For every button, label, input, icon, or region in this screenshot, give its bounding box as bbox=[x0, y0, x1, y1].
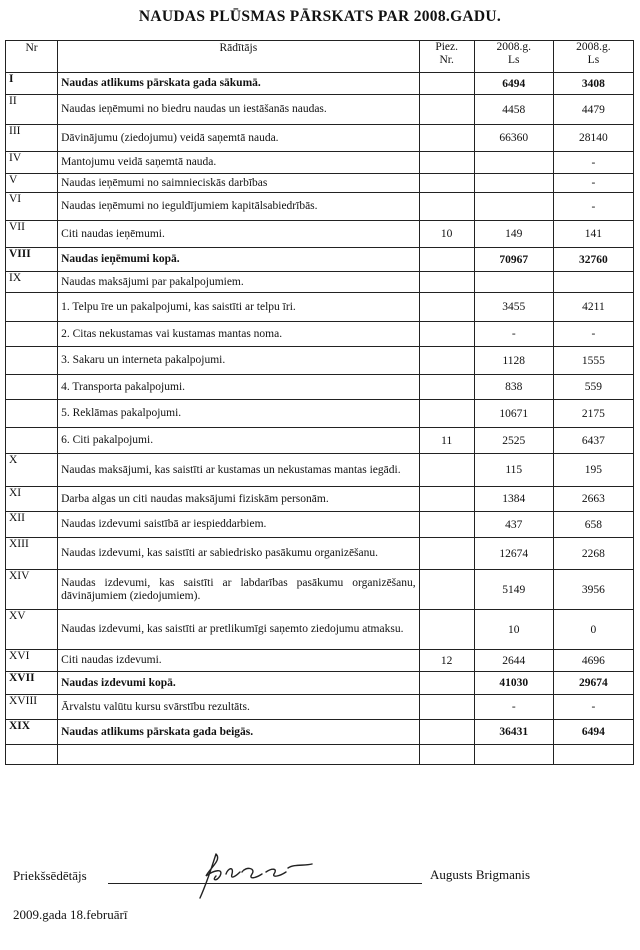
header-col2 bbox=[553, 41, 633, 73]
table-row bbox=[6, 695, 634, 720]
table-row bbox=[6, 248, 634, 272]
row-nr bbox=[6, 347, 58, 375]
row-label: Naudas atlikums pārskata gada sākumā. bbox=[58, 73, 420, 95]
row-value-col2: 559 bbox=[553, 375, 633, 400]
row-value-col2: - bbox=[553, 193, 633, 221]
row-value-col2: - bbox=[553, 174, 633, 193]
row-note bbox=[419, 720, 474, 745]
row-label: Naudas izdevumi, kas saistīti ar sabiedrisko pasākumu organizēšanu. bbox=[58, 538, 420, 570]
header-note bbox=[419, 41, 474, 73]
row-value-col2: 3408 bbox=[553, 73, 633, 95]
row-value-col2: 3956 bbox=[553, 570, 633, 610]
header-col2-line1: 2008.g. bbox=[576, 41, 611, 53]
table-header-row bbox=[6, 41, 634, 73]
row-nr bbox=[6, 293, 58, 322]
row-nr bbox=[6, 322, 58, 347]
row-nr bbox=[6, 745, 58, 765]
row-note bbox=[419, 454, 474, 487]
row-label bbox=[58, 745, 420, 765]
row-value-col1: 10 bbox=[474, 610, 553, 650]
header-note-line1: Piez. bbox=[435, 41, 459, 53]
row-label: Citi naudas izdevumi. bbox=[58, 650, 420, 672]
row-nr bbox=[6, 400, 58, 428]
row-value-col2 bbox=[553, 272, 633, 293]
table-row bbox=[6, 293, 634, 322]
row-note bbox=[419, 73, 474, 95]
table-row bbox=[6, 347, 634, 375]
row-value-col2: 658 bbox=[553, 512, 633, 538]
row-value-col1: 70967 bbox=[474, 248, 553, 272]
row-label: Naudas ieņēmumi no saimnieciskās darbības bbox=[58, 174, 420, 193]
row-note bbox=[419, 248, 474, 272]
row-nr: XVII bbox=[6, 672, 58, 695]
row-note bbox=[419, 610, 474, 650]
row-nr: V bbox=[6, 174, 58, 193]
row-label: Naudas izdevumi, kas saistīti ar labdarības pasākumu organizēšanu, dāvinājumiem (ziedojumiem). bbox=[58, 570, 420, 610]
table-row bbox=[6, 720, 634, 745]
row-note bbox=[419, 695, 474, 720]
row-nr: XI bbox=[6, 487, 58, 512]
row-label: Naudas ieņēmumi no biedru naudas un iestāšanās naudas. bbox=[58, 95, 420, 125]
row-note bbox=[419, 125, 474, 152]
row-nr: XVIII bbox=[6, 695, 58, 720]
row-value-col1 bbox=[474, 174, 553, 193]
row-value-col2: 29674 bbox=[553, 672, 633, 695]
row-note: 10 bbox=[419, 221, 474, 248]
header-col1-line2: Ls bbox=[508, 54, 520, 66]
row-value-col1 bbox=[474, 193, 553, 221]
row-value-col1: 41030 bbox=[474, 672, 553, 695]
row-value-col1: 1384 bbox=[474, 487, 553, 512]
row-nr bbox=[6, 375, 58, 400]
row-nr: XIII bbox=[6, 538, 58, 570]
row-value-col2: 0 bbox=[553, 610, 633, 650]
row-value-col1: 149 bbox=[474, 221, 553, 248]
row-value-col1: - bbox=[474, 695, 553, 720]
row-note: 12 bbox=[419, 650, 474, 672]
row-note bbox=[419, 672, 474, 695]
row-nr: VIII bbox=[6, 248, 58, 272]
table-row bbox=[6, 487, 634, 512]
row-nr: II bbox=[6, 95, 58, 125]
row-nr: XII bbox=[6, 512, 58, 538]
chairman-name: Augusts Brigmanis bbox=[430, 867, 531, 882]
table-row bbox=[6, 428, 634, 454]
row-nr: VI bbox=[6, 193, 58, 221]
row-nr bbox=[6, 428, 58, 454]
table-row bbox=[6, 221, 634, 248]
row-note bbox=[419, 538, 474, 570]
table-row bbox=[6, 400, 634, 428]
row-label: 2. Citas nekustamas vai kustamas mantas noma. bbox=[58, 322, 420, 347]
table-row bbox=[6, 570, 634, 610]
row-value-col1: 2525 bbox=[474, 428, 553, 454]
row-value-col1: 10671 bbox=[474, 400, 553, 428]
row-note bbox=[419, 272, 474, 293]
row-value-col1: 6494 bbox=[474, 73, 553, 95]
row-value-col1: 5149 bbox=[474, 570, 553, 610]
row-label: 1. Telpu īre un pakalpojumi, kas saistīti ar telpu īri. bbox=[58, 293, 420, 322]
header-note-line2: Nr. bbox=[439, 54, 454, 66]
row-label: 4. Transporta pakalpojumi. bbox=[58, 375, 420, 400]
row-note bbox=[419, 375, 474, 400]
row-note bbox=[419, 174, 474, 193]
table-row bbox=[6, 272, 634, 293]
row-value-col2: - bbox=[553, 322, 633, 347]
header-label: Rādītājs bbox=[58, 41, 420, 73]
row-label: Naudas izdevumi saistībā ar iespieddarbiem. bbox=[58, 512, 420, 538]
row-value-col1 bbox=[474, 152, 553, 174]
row-value-col1: 437 bbox=[474, 512, 553, 538]
row-note bbox=[419, 487, 474, 512]
row-value-col1: 4458 bbox=[474, 95, 553, 125]
row-label: Naudas maksājumi par pakalpojumiem. bbox=[58, 272, 420, 293]
row-value-col1: 12674 bbox=[474, 538, 553, 570]
row-value-col2: 4479 bbox=[553, 95, 633, 125]
table-row bbox=[6, 375, 634, 400]
row-nr: VII bbox=[6, 221, 58, 248]
table-row bbox=[6, 454, 634, 487]
table-row bbox=[6, 152, 634, 174]
row-value-col2: 2175 bbox=[553, 400, 633, 428]
header-col1-line1: 2008.g. bbox=[496, 41, 532, 53]
row-value-col1: 838 bbox=[474, 375, 553, 400]
row-label: Naudas ieņēmumi no ieguldījumiem kapitālsabiedrībās. bbox=[58, 193, 420, 221]
row-value-col2: 4211 bbox=[553, 293, 633, 322]
row-nr: IX bbox=[6, 272, 58, 293]
row-value-col1 bbox=[474, 745, 553, 765]
row-note bbox=[419, 570, 474, 610]
row-label: Naudas izdevumi, kas saistīti ar pretlikumīgi saņemto ziedojumu atmaksu. bbox=[58, 610, 420, 650]
table-row bbox=[6, 512, 634, 538]
row-value-col1: 3455 bbox=[474, 293, 553, 322]
row-label: Naudas izdevumi kopā. bbox=[58, 672, 420, 695]
handwritten-signature bbox=[186, 846, 326, 906]
table-row bbox=[6, 672, 634, 695]
row-note bbox=[419, 193, 474, 221]
row-note bbox=[419, 745, 474, 765]
row-value-col2: - bbox=[553, 152, 633, 174]
table-row bbox=[6, 745, 634, 765]
row-label: Naudas ieņēmumi kopā. bbox=[58, 248, 420, 272]
row-note bbox=[419, 95, 474, 125]
row-label: 3. Sakaru un interneta pakalpojumi. bbox=[58, 347, 420, 375]
row-nr: X bbox=[6, 454, 58, 487]
row-value-col1 bbox=[474, 272, 553, 293]
table-row bbox=[6, 322, 634, 347]
header-col1 bbox=[474, 41, 553, 73]
row-nr: III bbox=[6, 125, 58, 152]
table-row bbox=[6, 174, 634, 193]
row-value-col1: 36431 bbox=[474, 720, 553, 745]
row-value-col2: 2268 bbox=[553, 538, 633, 570]
row-nr: IV bbox=[6, 152, 58, 174]
page-title: NAUDAS PLŪSMAS PĀRSKATS PAR 2008.GADU. bbox=[138, 8, 502, 25]
row-value-col1: - bbox=[474, 322, 553, 347]
row-note bbox=[419, 152, 474, 174]
row-note bbox=[419, 512, 474, 538]
table-row bbox=[6, 538, 634, 570]
row-label: Darba algas un citi naudas maksājumi fiziskām personām. bbox=[58, 487, 420, 512]
row-value-col2: 2663 bbox=[553, 487, 633, 512]
row-value-col1: 1128 bbox=[474, 347, 553, 375]
row-label: Naudas atlikums pārskata gada beigās. bbox=[58, 720, 420, 745]
chairman-label: Priekšsēdētājs bbox=[13, 868, 87, 883]
row-nr: XIV bbox=[6, 570, 58, 610]
table-row bbox=[6, 95, 634, 125]
header-col2-line2: Ls bbox=[587, 54, 600, 66]
row-note: 11 bbox=[419, 428, 474, 454]
row-label: Dāvinājumu (ziedojumu) veidā saņemtā nauda. bbox=[58, 125, 420, 152]
report-date: 2009.gada 18.februārī bbox=[13, 907, 128, 922]
cash-flow-table bbox=[5, 40, 634, 765]
row-label: 5. Reklāmas pakalpojumi. bbox=[58, 400, 420, 428]
row-value-col2: 1555 bbox=[553, 347, 633, 375]
table-row bbox=[6, 650, 634, 672]
row-label: Naudas maksājumi, kas saistīti ar kustamas un nekustamas mantas iegādi. bbox=[58, 454, 420, 487]
row-note bbox=[419, 400, 474, 428]
table-row bbox=[6, 610, 634, 650]
row-note bbox=[419, 293, 474, 322]
table-row bbox=[6, 125, 634, 152]
row-note bbox=[419, 347, 474, 375]
row-label: 6. Citi pakalpojumi. bbox=[58, 428, 420, 454]
row-nr: XIX bbox=[6, 720, 58, 745]
row-value-col2: 28140 bbox=[553, 125, 633, 152]
row-value-col2: - bbox=[553, 695, 633, 720]
row-value-col2: 141 bbox=[553, 221, 633, 248]
row-value-col2: 4696 bbox=[553, 650, 633, 672]
row-value-col2: 6494 bbox=[553, 720, 633, 745]
header-nr: Nr bbox=[6, 41, 58, 73]
row-note bbox=[419, 322, 474, 347]
table-row bbox=[6, 193, 634, 221]
row-nr: I bbox=[6, 73, 58, 95]
row-value-col2 bbox=[553, 745, 633, 765]
table-row bbox=[6, 73, 634, 95]
row-label: Citi naudas ieņēmumi. bbox=[58, 221, 420, 248]
row-label: Ārvalstu valūtu kursu svārstību rezultāts. bbox=[58, 695, 420, 720]
row-value-col1: 2644 bbox=[474, 650, 553, 672]
row-value-col2: 32760 bbox=[553, 248, 633, 272]
row-nr: XVI bbox=[6, 650, 58, 672]
row-value-col1: 66360 bbox=[474, 125, 553, 152]
row-value-col1: 115 bbox=[474, 454, 553, 487]
row-value-col2: 195 bbox=[553, 454, 633, 487]
row-label: Mantojumu veidā saņemtā nauda. bbox=[58, 152, 420, 174]
row-nr: XV bbox=[6, 610, 58, 650]
row-value-col2: 6437 bbox=[553, 428, 633, 454]
